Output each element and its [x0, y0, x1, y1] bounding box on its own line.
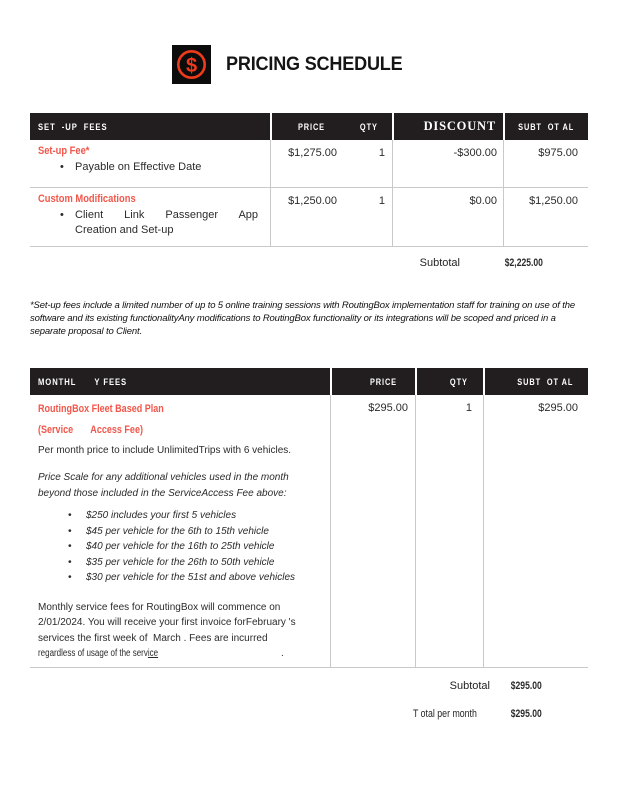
header-discount: DISCOUNT — [392, 113, 503, 140]
subtotal-cell: $1,250.00 — [503, 188, 588, 246]
subtotal-value: $2,225.00 — [504, 257, 543, 269]
monthly-table-header-row — [30, 368, 588, 395]
table-row-custom-modifications — [30, 188, 588, 247]
header-subtotal: SUBT OT AL — [503, 113, 588, 140]
table-row-setup-fee — [30, 140, 588, 188]
monthly-fees-table — [30, 368, 588, 668]
total-label: T otal per month — [413, 708, 477, 720]
qty-cell: 1 — [378, 147, 385, 159]
price-cell: $1,250.00 — [270, 188, 345, 246]
setup-footnote: *Set-up fees include a limited number of up to 5 online training sessions with RoutingBox implementation staff for training on use of the software and its existing functionalityAny modifications to RoutingBox functionality or its integrations will be scoped and priced in a separate proposal to Client. — [30, 300, 576, 338]
table-row-fleet-plan — [30, 395, 588, 668]
plan-subtitle: (Service Access Fee) — [38, 424, 143, 436]
price-scale-item: • $30 per vehicle for the 51st and above vehicles — [38, 570, 322, 586]
row-title-custom-modifications: Custom Modifications — [38, 193, 136, 205]
plan-description: Per month price to include UnlimitedTrips with 6 vehicles. — [38, 445, 292, 456]
setup-table-header-row — [30, 113, 588, 140]
row-detail: • Client Link Passenger App Creation and Set-up — [30, 208, 270, 238]
plan-title: RoutingBox Fleet Based Plan — [38, 403, 164, 415]
dollar-sign-icon — [172, 45, 211, 84]
commencement-note: Monthly service fees for RoutingBox will commence on 2/01/2024. You will receive your first invoice forFebruary 's services the first week of March . Fees are incurred — [38, 601, 296, 644]
discount-cell: $0.00 — [392, 188, 503, 246]
price-scale-item: • $250 includes your first 5 vehicles — [38, 508, 322, 524]
subtotal-label: Subtotal — [419, 257, 460, 269]
usage-note: regardless of usage of the service . — [38, 648, 284, 659]
subtotal-cell: $295.00 — [483, 395, 588, 667]
price-scale-list — [38, 508, 322, 586]
brand-logo — [172, 45, 211, 84]
page-title: PRICING SCHEDULE — [226, 54, 403, 75]
price-scale-item: • $45 per vehicle for the 6th to 15th vehicle — [38, 524, 322, 540]
row-title-setup-fee: Set-up Fee* — [38, 145, 90, 157]
price-cell: $1,275.00 — [270, 140, 345, 187]
discount-cell: -$300.00 — [392, 140, 503, 187]
header-price: PRICE — [270, 113, 345, 140]
price-scale-intro: Price Scale for any additional vehicles used in the month beyond those included in the ServiceAccess Fee above: — [38, 472, 289, 499]
header-qty: QTY — [415, 368, 483, 395]
total-value: $295.00 — [510, 708, 542, 720]
price-cell: $295.00 — [330, 395, 415, 667]
price-scale-item: • $35 per vehicle for the 26th to 50th vehicle — [38, 555, 322, 571]
header-monthly-fees: MONTHL Y FEES — [38, 376, 128, 387]
qty-cell: 1 — [415, 395, 483, 667]
header-qty: QTY — [360, 121, 378, 132]
price-scale-item: • $40 per vehicle for the 16th to 25th vehicle — [38, 539, 322, 555]
header-subtotal: SUBT OT AL — [483, 368, 588, 395]
subtotal-cell: $975.00 — [503, 140, 588, 187]
usage-note-period: . — [281, 648, 284, 659]
subtotal-label: Subtotal — [449, 680, 490, 692]
header-setup-fees: SET -UP FEES — [38, 121, 108, 132]
row-detail: • Payable on Effective Date — [30, 160, 270, 175]
subtotal-value: $295.00 — [510, 680, 542, 692]
setup-fees-table — [30, 113, 588, 247]
svg-text:$: $ — [185, 55, 198, 77]
header-price: PRICE — [330, 368, 415, 395]
qty-cell: 1 — [378, 195, 385, 207]
